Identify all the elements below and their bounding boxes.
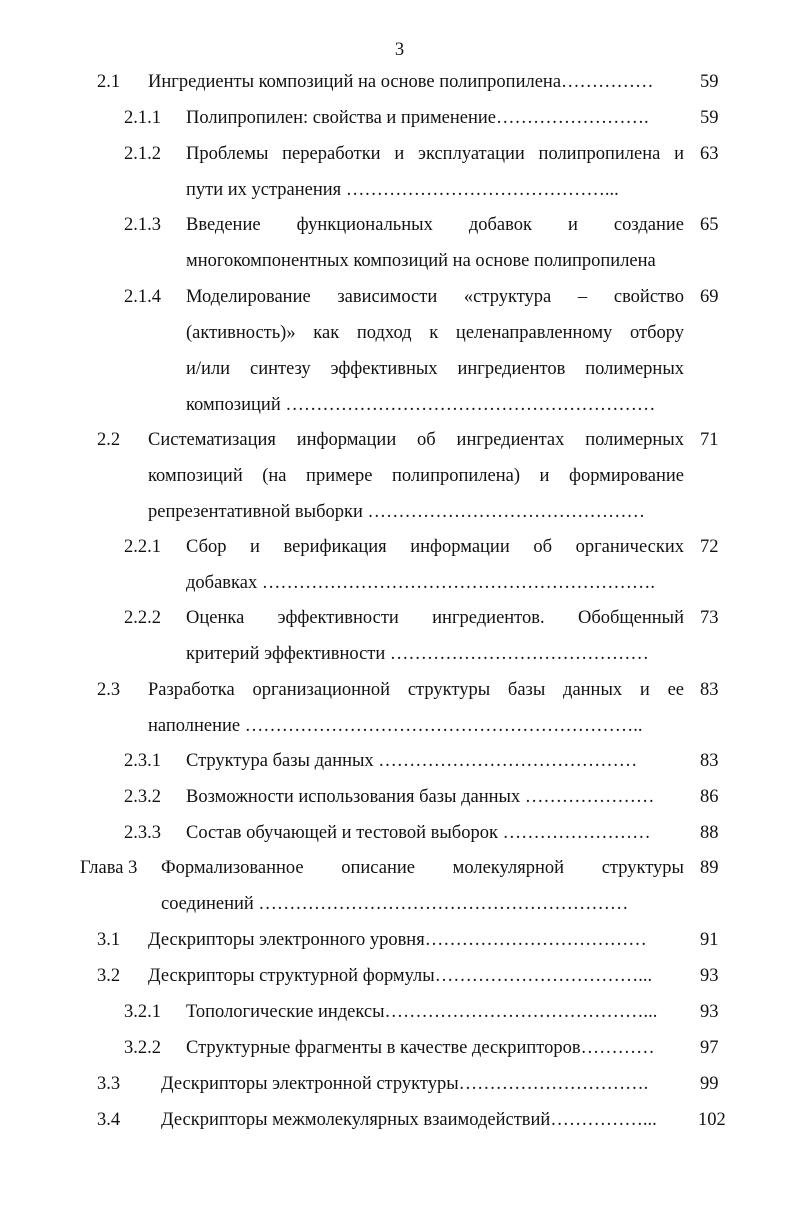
toc-entry-title-line: наполнение ……………………………………………………….. — [148, 716, 643, 736]
toc-entry-page: 97 — [700, 1038, 719, 1058]
toc-entry-number: 2.1.4 — [124, 287, 161, 307]
toc-entry-page: 99 — [700, 1074, 719, 1094]
toc-entry-number: 2.1.3 — [124, 215, 161, 235]
toc-entry-title-line: композиций …………………………………………………… — [186, 395, 656, 415]
toc-entry-page: 63 — [700, 144, 719, 164]
page-number: 3 — [394, 40, 405, 60]
toc-entry-number: 2.3.2 — [124, 787, 161, 807]
toc-entry-title-line: соединений …………………………………………………… — [161, 894, 629, 914]
toc-entry-title-line: Состав обучающей и тестовой выборок …………………… — [186, 823, 651, 843]
toc-entry-page: 72 — [700, 537, 719, 557]
toc-entry-title-line: Оценка эффективности ингредиентов. Обобщенный — [186, 608, 684, 628]
toc-entry-page: 91 — [700, 930, 719, 950]
toc-entry-number: 2.1.2 — [124, 144, 161, 164]
toc-entry-page: 83 — [700, 680, 719, 700]
toc-entry-page: 65 — [700, 215, 719, 235]
toc-entry-page: 73 — [700, 608, 719, 628]
toc-entry-title-line: Моделирование зависимости «структура – свойство — [186, 287, 684, 307]
toc-entry-title-line: Систематизация информации об ингредиентах полимерных — [148, 430, 684, 450]
toc-entry-page: 93 — [700, 966, 719, 986]
toc-entry-number: 2.2.2 — [124, 608, 161, 628]
toc-entry-title-line: Проблемы переработки и эксплуатации полипропилена и — [186, 144, 684, 164]
toc-entry-number: 3.4 — [97, 1110, 121, 1130]
toc-entry-title-line: (активность)» как подход к целенаправленному отбору — [186, 323, 684, 343]
toc-entry-number: 3.2 — [97, 966, 121, 986]
toc-entry-title-line: Полипропилен: свойства и применение……………………. — [186, 108, 649, 128]
toc-entry-page: 89 — [700, 858, 719, 878]
toc-entry-title-line: и/или синтезу эффективных ингредиентов полимерных — [186, 359, 684, 379]
toc-entry-page: 59 — [700, 108, 719, 128]
toc-entry-number: 2.2 — [97, 430, 121, 450]
toc-entry-page: 71 — [700, 430, 719, 450]
toc-entry-title-line: Дескрипторы структурной формулы……………………………... — [148, 966, 653, 986]
toc-entry-title-line: пути их устранения ……………………………………... — [186, 180, 619, 200]
toc-entry-title-line: Структура базы данных …………………………………… — [186, 751, 638, 771]
toc-entry-number: 2.3 — [97, 680, 121, 700]
toc-entry-title-line: Возможности использования базы данных ………………… — [186, 787, 655, 807]
toc-entry-number: 2.3.1 — [124, 751, 161, 771]
toc-entry-number: 3.2.2 — [124, 1038, 161, 1058]
toc-entry-number: 2.2.1 — [124, 537, 161, 557]
toc-entry-title-line: многокомпонентных композиций на основе полипропилена — [186, 251, 656, 271]
toc-entry-page: 69 — [700, 287, 719, 307]
toc-entry-title-line: Дескрипторы межмолекулярных взаимодействий……………... — [161, 1110, 657, 1130]
toc-entry-title-line: Сбор и верификация информации об органических — [186, 537, 684, 557]
toc-entry-number: Глава 3 — [80, 858, 138, 878]
toc-entry-number: 3.2.1 — [124, 1002, 161, 1022]
toc-entry-title-line: Топологические индексы……………………………………... — [186, 1002, 658, 1022]
toc-entry-title-line: Ингредиенты композиций на основе полипропилена…………… — [148, 72, 654, 92]
toc-entry-page: 86 — [700, 787, 719, 807]
toc-entry-page: 59 — [700, 72, 719, 92]
toc-entry-title-line: композиций (на примере полипропилена) и формирование — [148, 466, 684, 486]
toc-entry-title-line: Дескрипторы электронной структуры…………………………. — [161, 1074, 649, 1094]
toc-entry-page: 102 — [698, 1110, 726, 1130]
toc-entry-title-line: Структурные фрагменты в качестве дескрипторов………… — [186, 1038, 655, 1058]
toc-entry-title-line: Формализованное описание молекулярной структуры — [161, 858, 684, 878]
toc-entry-number: 2.1 — [97, 72, 121, 92]
toc-entry-title-line: репрезентативной выборки ……………………………………… — [148, 502, 645, 522]
toc-entry-title-line: Дескрипторы электронного уровня……………………………… — [148, 930, 647, 950]
toc-entry-number: 3.1 — [97, 930, 121, 950]
toc-entry-number: 2.3.3 — [124, 823, 161, 843]
toc-entry-title-line: добавках ………………………………………………………. — [186, 573, 655, 593]
toc-entry-page: 83 — [700, 751, 719, 771]
toc-entry-title-line: Разработка организационной структуры базы данных и ее — [148, 680, 684, 700]
toc-entry-number: 2.1.1 — [124, 108, 161, 128]
toc-entry-page: 93 — [700, 1002, 719, 1022]
toc-entry-title-line: Введение функциональных добавок и создание — [186, 215, 684, 235]
toc-entry-page: 88 — [700, 823, 719, 843]
toc-entry-number: 3.3 — [97, 1074, 121, 1094]
toc-entry-title-line: критерий эффективности …………………………………… — [186, 644, 649, 664]
